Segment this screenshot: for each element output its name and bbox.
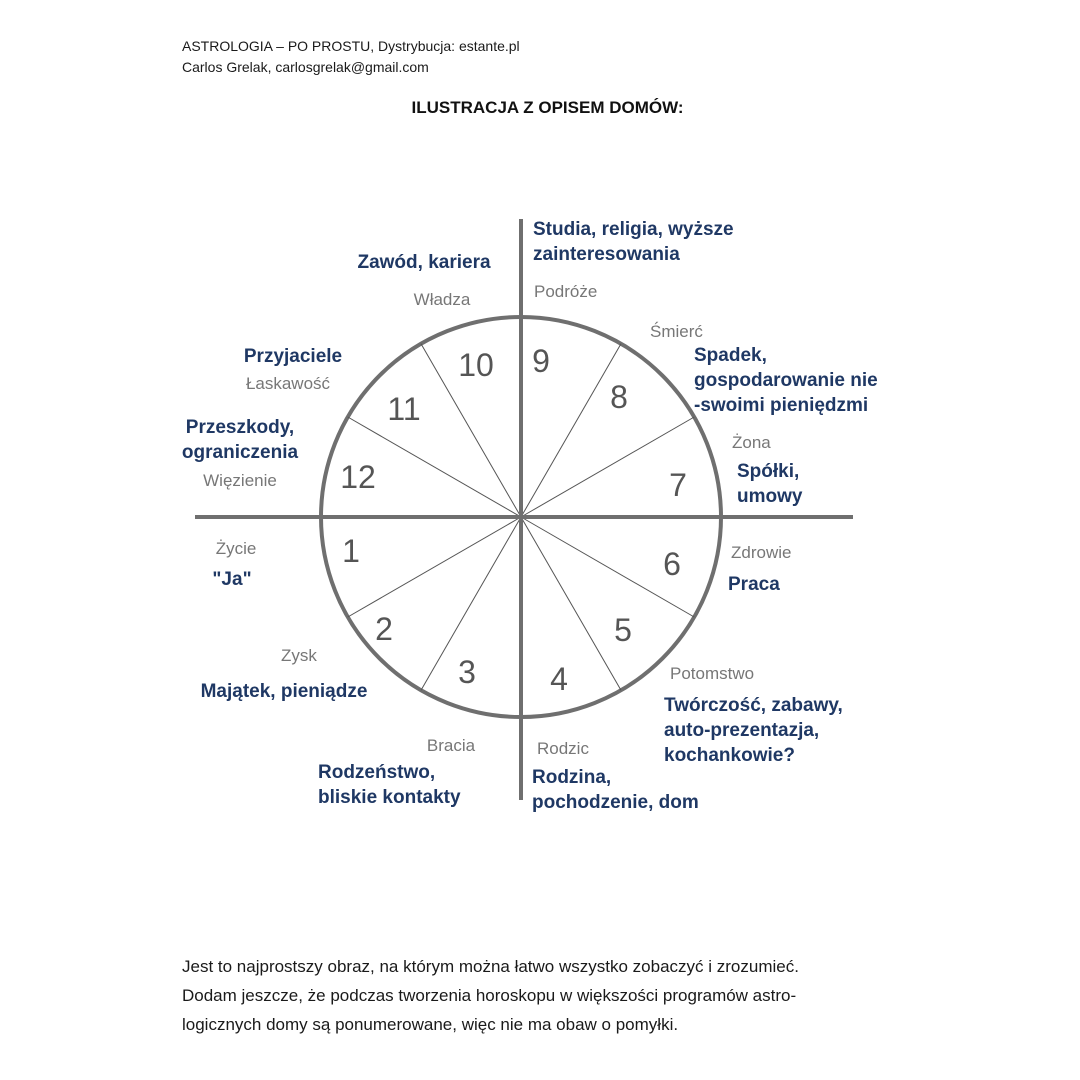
house-divider-line [521,517,621,690]
house-3-description: bliskie kontakty [318,787,461,808]
house-1-keyword: Życie [215,539,257,558]
house-4-keyword: Rodzic [537,739,589,758]
house-2-keyword: Zysk [281,646,317,665]
house-10-description: Zawód, kariera [357,252,491,273]
body-line-1: Jest to najprostszy obraz, na którym można łatwo wszystko zobaczyć i zrozumieć. [182,957,799,976]
house-5-description: auto-prezentazja, [664,720,820,741]
house-4-description: Rodzina, [532,767,612,788]
house-8-description: Spadek, [694,345,767,366]
house-1-description: "Ja" [212,569,252,590]
house-11-keyword: Łaskawość [245,374,331,393]
house-number-4: 4 [550,661,568,697]
house-7-description: Spółki, [737,461,800,482]
house-number-6: 6 [663,546,681,582]
house-12-description: Przeszkody, [185,417,295,438]
page-title: ILUSTRACJA Z OPISEM DOMÓW: [411,98,684,117]
house-8-keyword: Śmierć [650,322,703,341]
house-10-keyword: Władza [413,290,471,309]
house-number-10: 10 [458,347,494,383]
house-number-9: 9 [532,343,550,379]
house-3-description: Rodzeństwo, [318,762,436,783]
house-6-keyword: Zdrowie [731,543,792,562]
house-number-12: 12 [340,459,376,495]
house-number-5: 5 [614,612,632,648]
house-9-keyword: Podróże [534,282,598,301]
house-11-description: Przyjaciele [243,346,343,367]
header-line-2: Carlos Grelak, carlosgrelak@gmail.com [182,59,429,75]
house-8-description: -swoimi pieniędzmi [694,395,869,416]
header-line-1: ASTROLOGIA – PO PROSTU, Dystrybucja: estante.pl [182,38,520,54]
house-3-keyword: Bracia [426,736,476,755]
house-number-8: 8 [610,379,628,415]
house-5-description: kochankowie? [664,745,795,766]
house-12-description: ograniczenia [181,442,299,463]
house-9-description: Studia, religia, wyższe [533,219,734,240]
house-number-3: 3 [458,654,476,690]
house-7-keyword: Żona [732,433,771,452]
house-2-description: Majątek, pieniądze [200,681,368,702]
house-4-description: pochodzenie, dom [532,792,699,813]
house-number-2: 2 [375,611,393,647]
body-line-3: logicznych domy są ponumerowane, więc nie ma obaw o pomyłki. [182,1015,679,1034]
house-5-keyword: Potomstwo [670,664,755,683]
house-number-7: 7 [669,467,687,503]
body-line-2: Dodam jeszcze, że podczas tworzenia horoskopu w większości programów astro- [182,986,797,1005]
house-number-11: 11 [387,391,421,427]
body-paragraph [182,952,942,1039]
house-6-description: Praca [728,574,780,595]
house-divider-line [348,517,521,617]
house-12-keyword: Więzienie [203,471,277,490]
house-8-description: gospodarowanie nie [694,370,878,391]
wheel-house-numbers [340,343,687,697]
house-7-description: umowy [737,486,803,507]
house-9-description: zainteresowania [533,244,680,265]
house-5-description: Twórczość, zabawy, [664,695,843,716]
house-number-1: 1 [342,533,360,569]
